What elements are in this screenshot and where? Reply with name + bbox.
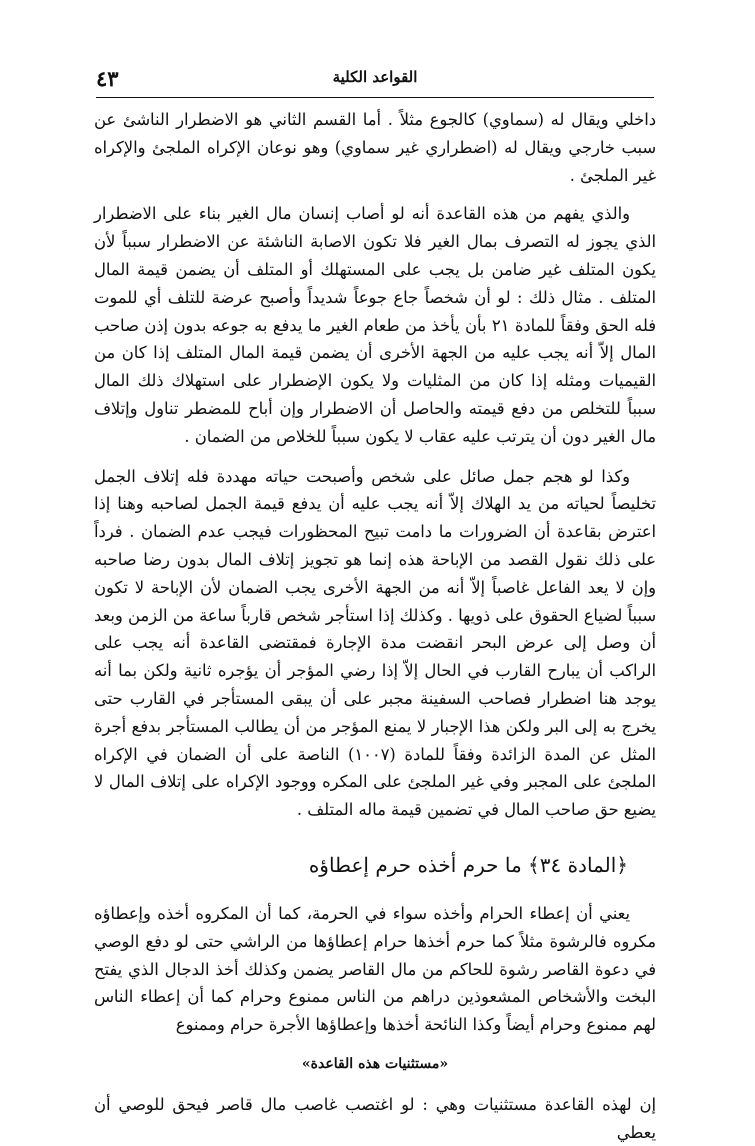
paragraph-article-explanation: يعني أن إعطاء الحرام وأخذه سواء في الحرمة، كما أن المكروه أخذه وإعطاؤه مكروه فالرشوة مثلاً كما حرم أخذها حرام إعطاؤها من الراشي حتى لو دفع الوصي في دعوة القاصر رشوة للحاكم من مال القاصر يضمن وكذلك أخذ الدجال الذي يفتح البخت والأشخاص المشعوذين دراهم من الناس ممنوع وحرام كما أن إعطاء الناس لهم ممنوع وحرام أيضاً وكذا النائحة أخذها وإعطاؤها الأجرة حرام وممنوع xyxy=(94,903,656,1035)
paragraph-exceptions: إن لهذه القاعدة مستثنيات وهي : لو اغتصب غاصب مال قاصر فيحق للوصي أن يعطي xyxy=(94,1094,656,1142)
header-divider xyxy=(96,97,654,98)
paragraph-camel-boat-example: وكذا لو هجم جمل صائل على شخص وأصبحت حياته مهددة فله إتلاف الجمل تخليصاً لحياته من يد الهلاك إلاّ أنه يجب عليه أن يدفع قيمة الجمل لصاحبه وهنا إذا اعترض بقاعدة أن الضرورات ما دامت تبيح المحظورات فيجب عدم الضمان . فرداً على ذلك نقول القصد من الإباحة هذه إنما هو تجويز إتلاف المال بدون رضا صاحبه وإن لا يعد الفاعل غاصباً إلاّ أنه من الجهة الأخرى يجب الضمان لأن الإباحة لا تكون سبباً لضياع الحقوق على ذويها . وكذلك إذا استأجر شخص قارباً ساعة من الزمن وبعد أن وصل إلى عرض البحر انقضت مدة الإجارة فمقتضى القاعدة أنه يجب على الراكب أن يبارح القارب في الحال إلاّ إذا رضي المؤجر أن يؤجره ثانية ولكن بما أنه يوجد هنا اضطرار فصاحب السفينة مجبر على أن يبقى المستأجر في القارب حتى يخرج به إلى البر ولكن هذا الإجبار لا يمنع المؤجر من أن يطالب المستأجر بدفع أجرة المثل عن المدة الزائدة وفقاً للمادة (١٠٠٧) الناصة على أن الضمان في الإكراه الملجئ على المجبر وفي غير الملجئ على المكره ووجود الإكراه على إتلاف المال لا يضيع حق صاحب المال في تضمين قيمة ماله المتلف . xyxy=(94,466,656,820)
article-heading: ﴿المادة ٣٤﴾ ما حرم أخذه حرم إعطاؤه xyxy=(308,852,628,877)
page-number: ٤٣ xyxy=(96,66,119,91)
paragraph-necessity-liability: والذي يفهم من هذه القاعدة أنه لو أصاب إنسان مال الغير بناء على الاضطرار الذي يجوز له التصرف بمال الغير فلا تكون الاصابة الناشئة عن الاضطرار سبباً لأن يكون المتلف غير ضامن بل يجب على المستهلك أو المتلف أن يضمن قيمة المال المتلف . مثال ذلك : لو أن شخصاً جاع جوعاً شديداً وأصبح عرضة للتلف أي للموت فله الحق وفقاً للمادة ٢١ بأن يأخذ من طعام الغير ما يدفع به جوعه بدون إذن صاحب المال إلاّ أنه يجب عليه من الجهة الأخرى أن يضمن قيمة المال المتلف إذا كان من القيميات ومثله إذا كان من المثليات ولا يكون الإضطرار على استهلاك ذلك المال سبباً للتخلص من دفع قيمته والحاصل أن الاضطرار وإن أباح للمضطر تناول وإتلاف مال الغير دون أن يترتب عليه عقاب لا يكون سبباً للخلاص من الضمان . xyxy=(94,204,656,446)
exceptions-heading: «مستثنيات هذه القاعدة» xyxy=(301,1055,449,1072)
running-title: القواعد الكلية xyxy=(332,68,418,86)
page-body xyxy=(94,106,656,1146)
paragraph-intro-continuation: داخلي ويقال له (سماوي) كالجوع مثلاً . أما القسم الثاني هو الاضطرار الناشئ عن سبب خارجي ويقال له (اضطراري غير سماوي) وهو نوعان الإكراه الملجئ والإكراه غير الملجئ . xyxy=(94,110,656,185)
page-header xyxy=(96,62,654,94)
